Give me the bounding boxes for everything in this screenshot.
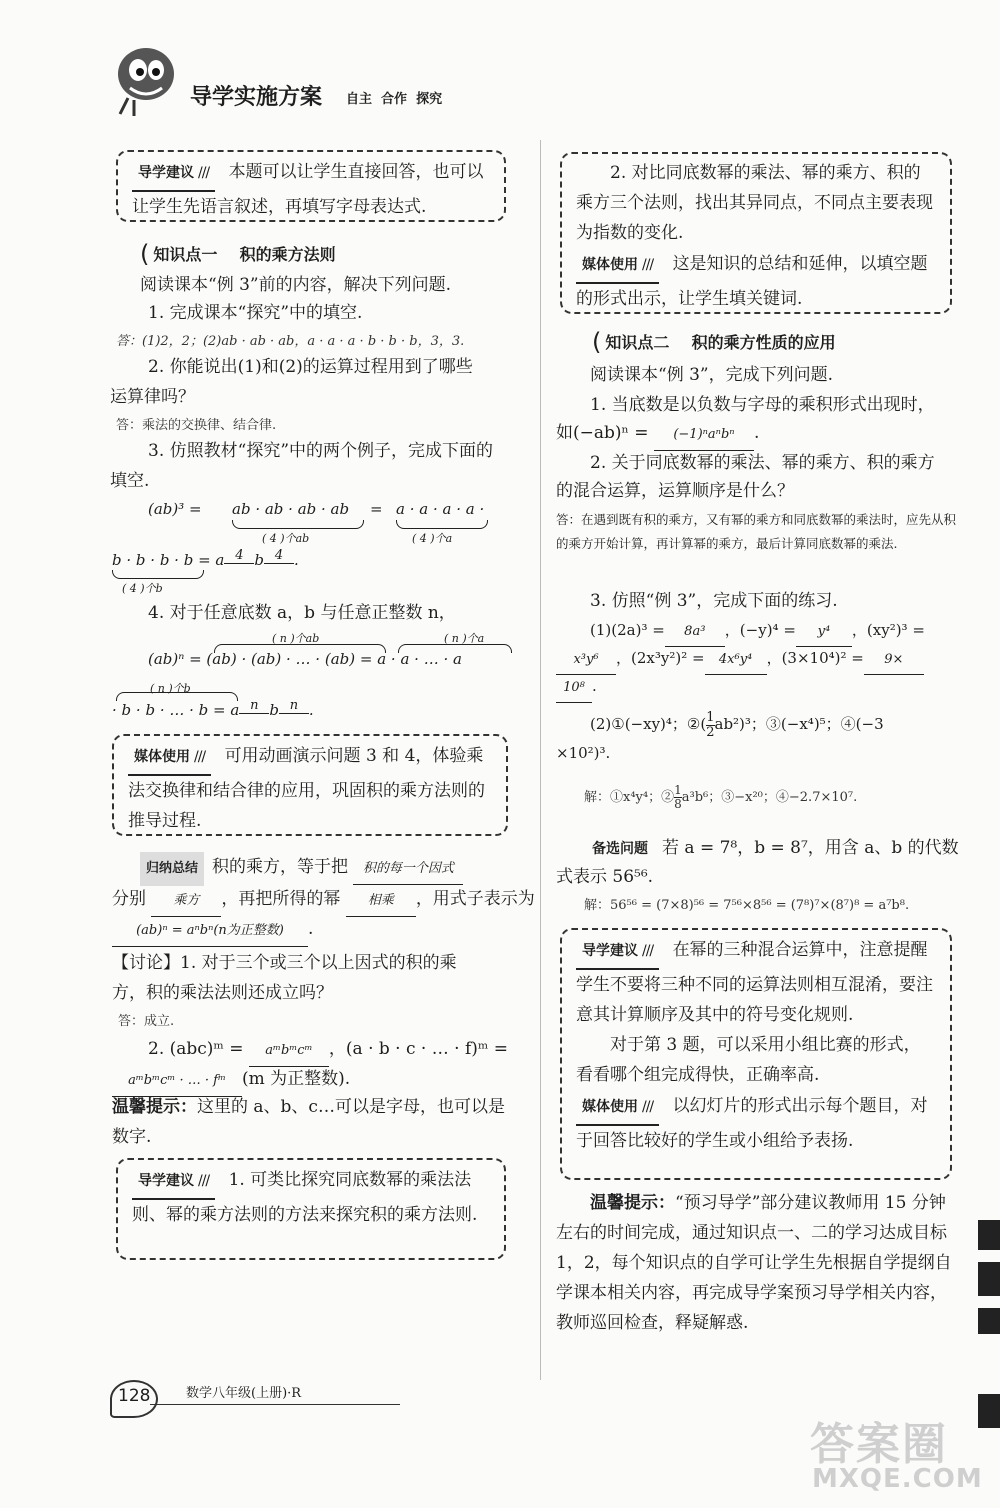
guide-suggestion-box-3 [560,928,952,1180]
media-use-box-1 [112,734,508,836]
left-q4: 4. 对于任意底数 a，b 与任意正整数 n， [148,603,456,623]
media-text-1: 可用动画演示问题 3 和 4，体验乘法交换律和结合律的应用，巩固积的乘方法则的推导过程. [128,746,485,831]
right-box2-text: 在幂的三种混合运算中，注意提醒学生不要将三种不同的运算法则相互混淆，要注意其计算顺序及其中的符号变化规则. [576,940,933,1025]
alt-question-b: 式表示 56⁵⁶. [556,867,654,887]
practice-2-row-1: (2)①(−xy)⁴；②( $\frac{1}{2}$ ab²)³；③(−x⁴)⁵；④(−3 [590,709,884,740]
page-header-subtitle: 自主 合作 探究 [346,92,443,107]
eq1-brace-2 [396,520,488,529]
guide-text-1: 本题可以让学生直接回答，也可以让学生先语言叙述，再填写字母表达式. [132,162,484,217]
watermark-url: MXQE.COM [812,1464,983,1494]
discussion-answer: 答：成立. [118,1014,175,1029]
watermark-cn: 答案圈 [810,1419,948,1470]
summary-line-3: (ab)ⁿ = aⁿbⁿ(n为正整数) . [112,914,313,947]
eq2-under: ( 4 )个b [122,582,163,595]
guide-tag-3: 导学建议 /// [576,934,659,970]
left-a1: 答：(1)2，2；(2)ab · ab · ab，a · a · a · b · b · b，3，3. [116,334,465,349]
eq2-brace [112,570,204,579]
right-a2: 答：在遇到既有积的乘方，又有幂的乘方和同底数幂的乘法时，应先从积的乘方开始计算，再计算幂的乘方，最后计算同底数幂的乘法. [556,512,957,551]
mascot-icon [108,40,178,118]
right-box2-text3: 以幻灯片的形式出示每个题目，对于回答比较好的学生或小组给予表扬. [576,1096,928,1151]
page-number: 128 [118,1386,151,1406]
guide-tag-2: 导学建议 /// [132,1164,215,1200]
discussion-b: 方，积的乘法法则还成立吗？ [112,983,333,1003]
eq2: b · b · b · b = a $^4$ b $^4$ . [112,548,299,569]
alt-tag: 备选问题 [592,841,648,857]
left-q2a: 2. 你能说出(1)和(2)的运算过程用到了哪些 [148,357,473,377]
guide-suggestion-box-2 [116,1158,506,1260]
eq1-under-2: ( 4 )个a [412,532,453,545]
knowledge-point-1: ( 知识点一 积的乘方法则 [140,240,336,268]
edge-tab-marks [978,1220,1000,1460]
practice-solution: 解：①x⁴y⁴；② $\frac{1}{8}$ a³b⁶；③−x²⁰；④−2.7×10⁷. [584,783,858,811]
right-q1a: 1. 当底数是以负数与字母的乘积形式出现时， [590,395,935,415]
alt-question-a: 备选问题 若 a = 7⁸，b = 8⁷，用含 a、b 的代数 [586,832,959,866]
left-tip: 温馨提示：这里的 a、b、c…可以是字母，也可以是数字. [112,1097,505,1147]
eq4: · b · b · … · b = a $^n$ b $^n$ . [112,698,314,719]
eq1-rhs: a · a · a · a · [396,500,485,518]
summary-line-2: 分别 乘方 ，再把所得的幂 相乘 ，用式子表示为 [112,884,535,917]
media-tag-2: 媒体使用 /// [576,248,659,284]
left-q3b: 填空. [110,471,150,491]
guide-text-2: 1. 可类比探究同底数幂的乘法法则、幂的乘方法则的方法来探究积的乘方法则. [132,1170,478,1225]
eq1-brace-1 [232,520,364,529]
footer-book-title: 数学八年级(上册)·R [186,1386,302,1401]
summary-line-1: 归纳总结 积的乘方，等于把 积的每一个因式 [140,852,463,886]
media-tag-3: 媒体使用 /// [576,1090,659,1126]
eq1-mid: ab · ab · ab · ab [232,500,350,518]
right-box1-text: 2. 对比同底数幂的乘法、幂的乘方、积的乘方三个法则，找出其异同点，不同点主要表现为指数的变化. [576,163,933,243]
media-use-box-2 [560,152,952,314]
left-a2: 答：乘法的交换律、结合律. [116,418,277,433]
knowledge-point-2: ( 知识点二 积的乘方性质的应用 [592,328,836,356]
right-intro: 阅读课本“例 3”，完成下列问题. [590,365,834,385]
summary-tag: 归纳总结 [140,852,204,886]
practice-1-row-3: 10⁸ . [556,672,597,703]
column-divider [540,140,541,1380]
page-header-title: 导学实施方案 [190,85,323,110]
right-box2-text2: 对于第 3 题，可以采用小组比赛的形式，看看哪个组完成得快，正确率高. [576,1035,921,1085]
practice-1-row-2: x³y⁶ ，(2x³y²)² = 4x⁶y⁴ ，(3×10⁴)² = 9× [556,644,924,675]
eq1-under-1: ( 4 )个ab [262,532,310,545]
discussion-2b: aᵐbᵐcᵐ · … · fᵐ (m 为正整数). [112,1064,350,1097]
right-box1-text2: 这是知识的总结和延伸，以填空题的形式出示，让学生填关键词. [576,254,928,309]
eq1-eq: = [370,500,383,518]
right-q1b: 如(−ab)ⁿ = (−1)ⁿaⁿbⁿ . [556,418,759,451]
practice-1-row-1: (1)(2a)³ = 8a³ ，(−y)⁴ = y⁴ ，(xy²)³ = [590,616,925,647]
media-tag: 媒体使用 /// [128,740,211,776]
guide-suggestion-box-1 [116,150,506,222]
left-q1: 1. 完成课本“探究”中的填空. [148,303,363,323]
practice-2-row-2: ×10²)³. [556,744,611,762]
left-q2b: 运算律吗？ [110,387,195,407]
right-q3: 3. 仿照“例 3”，完成下面的练习. [590,591,838,611]
right-tip: 温馨提示：“预习导学”部分建议教师用 15 分钟左右的时间完成，通过知识点一、二的学习达成目标 1，2，每个知识点的自学可让学生先根据自学提纲自学课本相关内容，再完成导学案预习导学相关内容，教师巡回检查，释疑解惑. [556,1193,952,1333]
right-q2b: 的混合运算，运算顺序是什么？ [556,481,794,501]
footer-rule [150,1404,400,1405]
discussion-a: 【讨论】1. 对于三个或三个以上因式的积的乘 [112,953,457,973]
left-q3a: 3. 仿照教材“探究”中的两个例子，完成下面的 [148,441,494,461]
eq3: (ab)ⁿ = (ab) · (ab) · … · (ab) = a · a · … · a [148,650,462,668]
over-2: ( n )个a [444,632,485,645]
over-1: ( n )个ab [272,632,320,645]
eq1-lhs: (ab)³ = [148,500,202,518]
alt-solution: 解：56⁵⁶ = (7×8)⁵⁶ = 7⁵⁶×8⁵⁶ = (7⁸)⁷×(8⁷)⁸ = a⁷b⁸. [584,898,910,913]
right-q2a: 2. 关于同底数幂的乘法、幂的乘方、积的乘方 [590,453,935,473]
eq4-under: ( n )个b [150,682,191,695]
left-intro: 阅读课本“例 3”前的内容，解决下列问题. [140,275,452,295]
guide-tag: 导学建议 /// [132,156,215,192]
discussion-2a: 2. (abc)ᵐ = aᵐbᵐcᵐ ，(a · b · c · … · f)ᵐ = [148,1034,508,1067]
